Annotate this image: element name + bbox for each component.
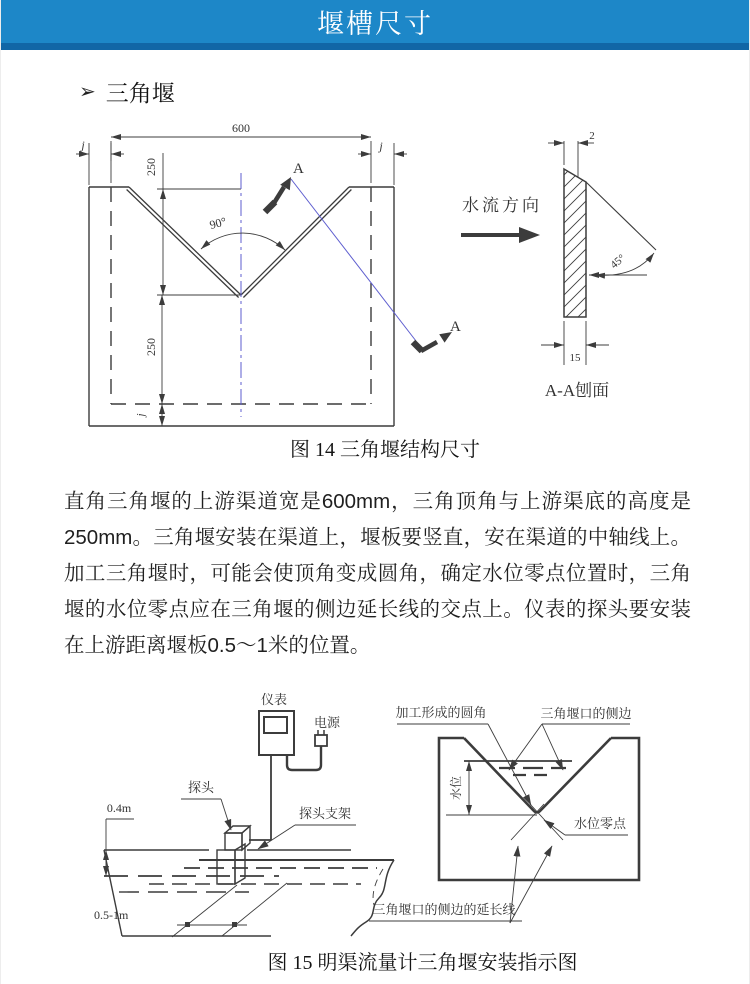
power-label: 电源 (313, 715, 341, 730)
title-bar (1, 0, 749, 50)
bracket-callout (258, 806, 356, 849)
power-cable (287, 746, 321, 770)
section-view (461, 130, 656, 400)
power-plug (315, 735, 327, 746)
zero-point-callout (544, 816, 628, 835)
probe-bracket-label: 探头支架 (298, 806, 352, 821)
bracket-column (217, 850, 235, 884)
dimension-05-1m (94, 883, 287, 937)
probe-callout (181, 780, 231, 830)
angle-45-text: 45° (608, 252, 628, 272)
installation-drawing (89, 678, 749, 940)
flow-arrow-icon (461, 227, 540, 243)
arrow-bullet-icon: ➢ (79, 80, 96, 103)
dim-250-upper-text: 250 (144, 158, 158, 176)
water-level-label: 水位 (449, 775, 463, 801)
section-title: 三角堰 (105, 80, 175, 106)
dim-600-text: 600 (232, 121, 250, 135)
dimension-j-left (76, 138, 124, 185)
angle-90-annotation (201, 214, 285, 250)
break-edge (351, 860, 394, 936)
dimension-250-lower (144, 295, 162, 404)
section-arrow-bottom (413, 319, 461, 351)
channel-sketch (104, 850, 394, 936)
dim-j-bottom-text: j (135, 413, 147, 417)
figure-15-caption: 图 15 明渠流量计三角堰安装指示图 (267, 952, 578, 974)
extension-lines (511, 804, 563, 840)
section-arrow-top (265, 161, 304, 212)
dim-04m-text: 0.4m (106, 801, 132, 815)
body-paragraph: 直角三角堰的上游渠道宽是600mm，三角顶角与上游渠底的高度是250mm。三角堰安装在渠道上，堰板要竖直，安在渠道的中轴线上。加工三角堰时，可能会使顶角变成圆角，确定水位零点位置时，三角堰的水位零点应在三角堰的侧边延长线的交点上。仪表的探头要安装在上游距离堰板0.5～1米的位置。 (64, 490, 691, 657)
weir-structure-drawing (69, 115, 749, 431)
instrument-label: 仪表 (260, 692, 288, 707)
dim-j-left-text: j (81, 138, 85, 152)
extension-line-label: 三角堰口的侧边的延长线 (372, 902, 516, 917)
dimension-04m (106, 801, 134, 876)
extension-line-callout (369, 846, 552, 923)
dim-2-text: 2 (589, 130, 595, 142)
dimension-j-bottom (135, 404, 162, 426)
rounded-corner-callout (395, 705, 531, 805)
section-view-title: A-A刨面 (544, 381, 610, 400)
section-label-a-top: A (293, 161, 304, 177)
angle-45-arc (595, 253, 654, 275)
dim-250-lower-text: 250 (144, 338, 158, 356)
angle-90-text: 90° (208, 214, 228, 233)
figure-15 (1, 678, 749, 975)
weir-plate-section (564, 169, 586, 317)
dim-15-text: 15 (569, 352, 581, 364)
dimension-j-right (358, 139, 407, 185)
flow-direction-label: 水流方向 (462, 196, 542, 215)
dimension-250-upper (144, 153, 163, 295)
section-label-a-bottom: A (450, 319, 461, 335)
notch-side-label: 三角堰口的侧边 (540, 706, 632, 721)
section-cut-line (291, 179, 416, 341)
figure-14-caption: 图 14 三角堰结构尺寸 (290, 439, 480, 461)
mounting-pole (249, 755, 271, 840)
rounded-corner-label: 加工形成的圆角 (395, 705, 487, 720)
dim-05-1m-text: 0.5-1m (94, 908, 129, 922)
v-notch-plate (127, 187, 352, 298)
bevel-edge (586, 182, 656, 250)
dimension-2 (548, 130, 595, 177)
section-heading (79, 75, 749, 107)
figure-14 (1, 115, 749, 462)
probe-label: 探头 (187, 780, 215, 795)
instrument-display (264, 717, 287, 733)
zero-point-label: 水位零点 (573, 816, 627, 831)
dim-j-right-text: j (379, 139, 383, 153)
page-title: 堰槽尺寸 (317, 9, 433, 39)
dimension-15 (541, 321, 609, 365)
